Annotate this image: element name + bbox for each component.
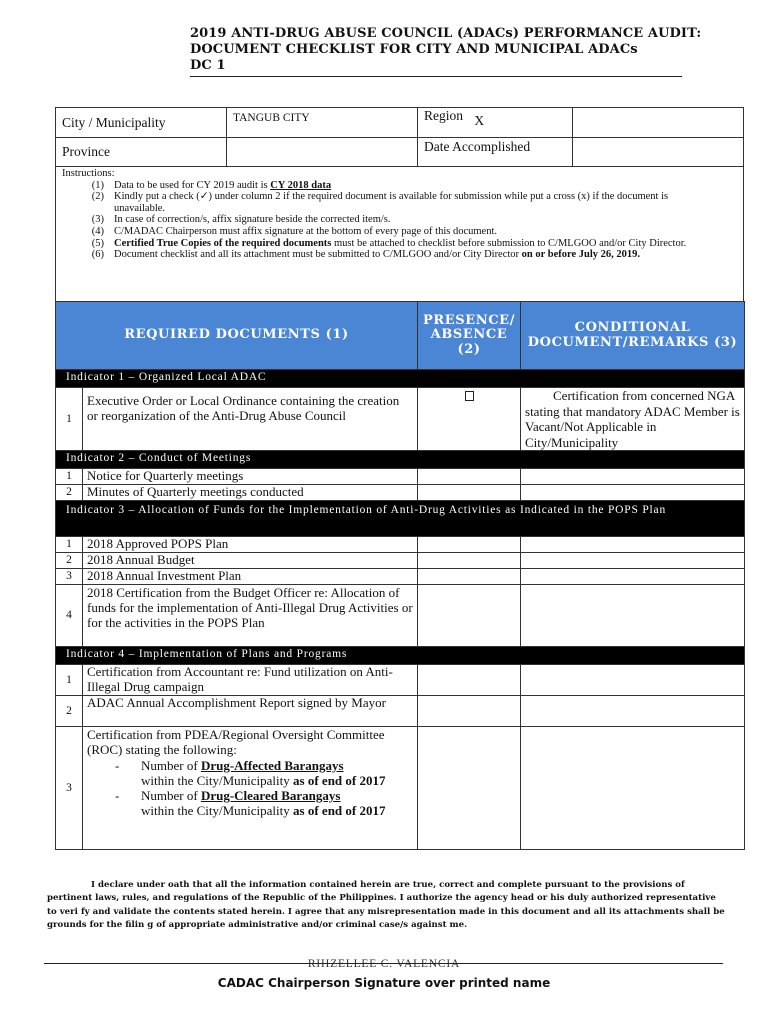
- table-row: 2 2018 Annual Budget: [56, 553, 745, 569]
- presence-cell[interactable]: [418, 696, 521, 727]
- instructions-box: [55, 166, 744, 302]
- indicator-3-title: Indicator 3 – Allocation of Funds for the Implementation of Anti-Drug Activities as Indicated in the POPS Plan: [56, 501, 745, 537]
- presence-cell[interactable]: [418, 485, 521, 501]
- province-value[interactable]: [227, 138, 418, 167]
- indicator-4-title: Indicator 4 – Implementation of Plans and Programs: [56, 647, 745, 665]
- table-row: 3 Certification from PDEA/Regional Oversight Committee (ROC) stating the following: - Number of Drug-Affected Barangays within the City/Municipality as of end of 2017 - Number of Drug-Cleared Barangays within the City/Municipality as of end of 2017: [56, 727, 745, 850]
- presence-checkbox[interactable]: [465, 391, 474, 401]
- remark-cell[interactable]: [521, 696, 745, 727]
- indicator-1-title: Indicator 1 – Organized Local ADAC: [56, 370, 745, 388]
- table-row: 2 ADAC Annual Accomplishment Report signed by Mayor: [56, 696, 745, 727]
- region-value[interactable]: X: [474, 113, 485, 128]
- instruction-item: (2) Kindly put a check (✓) under column 2 if the required document is available for submission while put a cross (x) if the document is unavailable.: [91, 191, 669, 214]
- instruction-item: (6) Document checklist and all its attachment must be submitted to C/MLGOO and/or City Director on or before July 26, 2019.: [91, 249, 640, 261]
- col-header-remarks: CONDITIONAL DOCUMENT/REMARKS (3): [521, 302, 745, 370]
- document-header: [190, 26, 702, 74]
- instructions-title: Instructions:: [62, 168, 115, 179]
- header-form-code: DC 1: [190, 58, 226, 73]
- declaration-text: I declare under oath that all the information contained herein are true, correct and complete pursuant to the provisions of pertinent laws, rules, and regulations of the Republic of the Philippines. I authorize the agency head or his duly authorized representative to veri fy and validate the contents stated herein. I agree that any misrepresentation made in this document and all its attachments shall be grounds for the filin g of appropriate administrative and/or criminal case/s against me.: [47, 880, 725, 930]
- instruction-item: (4) C/MADAC Chairperson must affix signature at the bottom of every page of this document.: [91, 225, 497, 237]
- checklist-table-wrap: [55, 301, 744, 850]
- instruction-item: (3) In case of correction/s, affix signature beside the corrected item/s.: [91, 214, 391, 226]
- table-row: 2 Minutes of Quarterly meetings conducted: [56, 485, 745, 501]
- presence-cell[interactable]: [418, 553, 521, 569]
- instruction-item: (1) Data to be used for CY 2019 audit is CY 2018 data: [91, 179, 332, 191]
- presence-cell[interactable]: [418, 665, 521, 696]
- header-title-line1: 2019 ANTI-DRUG ABUSE COUNCIL (ADACs) PERFORMANCE AUDIT:: [190, 26, 702, 41]
- instruction-item: (5) Certified True Copies of the required documents must be attached to checklist before submission to C/MLGOO and/or City Director.: [91, 237, 687, 249]
- col-header-presence: PRESENCE/ ABSENCE (2): [418, 302, 521, 370]
- table-row: 1 2018 Approved POPS Plan: [56, 537, 745, 553]
- remark-cell: Certification from concerned NGA stating that mandatory ADAC Member is Vacant/Not Applicable in City/Municipality: [521, 388, 745, 451]
- remark-cell[interactable]: [521, 485, 745, 501]
- remark-cell[interactable]: [521, 537, 745, 553]
- city-label: City / Municipality: [56, 108, 227, 138]
- presence-cell[interactable]: [418, 569, 521, 585]
- remark-cell[interactable]: [521, 553, 745, 569]
- date-label: Date Accomplished: [418, 138, 573, 167]
- remark-cell[interactable]: [521, 585, 745, 647]
- table-row: 1 Certification from Accountant re: Fund utilization on Anti-Illegal Drug campaign: [56, 665, 745, 696]
- signature-line: [44, 963, 723, 964]
- region-label: Region: [424, 108, 463, 123]
- remark-cell[interactable]: [521, 727, 745, 850]
- table-row: 3 2018 Annual Investment Plan: [56, 569, 745, 585]
- remark-cell[interactable]: [521, 469, 745, 485]
- remark-cell[interactable]: [521, 665, 745, 696]
- checklist-table: [55, 301, 745, 850]
- region-extra-cell: [573, 108, 744, 138]
- date-value[interactable]: [573, 138, 744, 167]
- lgu-info-table: [55, 107, 744, 167]
- presence-cell[interactable]: [418, 727, 521, 850]
- presence-cell[interactable]: [418, 585, 521, 647]
- city-value[interactable]: TANGUB CITY: [227, 108, 418, 138]
- header-underline: [190, 76, 682, 77]
- signature-caption: CADAC Chairperson Signature over printed name: [217, 976, 551, 990]
- presence-cell[interactable]: [418, 469, 521, 485]
- table-row: 1 Executive Order or Local Ordinance containing the creation or reorganization of the Anti-Drug Abuse Council Certification from concerned NGA stating that mandatory ADAC Member is Vacant/Not Applicable in City/Municipality: [56, 388, 745, 451]
- remark-cell[interactable]: [521, 569, 745, 585]
- table-row: 4 2018 Certification from the Budget Officer re: Allocation of funds for the implementation of Anti-Illegal Drug Activities or for the activities in the POPS Plan: [56, 585, 745, 647]
- header-title-line2: DOCUMENT CHECKLIST FOR CITY AND MUNICIPAL ADACs: [190, 42, 638, 57]
- province-label: Province: [56, 138, 227, 167]
- table-row: 1 Notice for Quarterly meetings: [56, 469, 745, 485]
- col-header-required-documents: REQUIRED DOCUMENTS (1): [56, 302, 418, 370]
- presence-cell[interactable]: [418, 537, 521, 553]
- signatory-name: RHIZELLEE C. VALENCIA: [307, 958, 461, 970]
- indicator-2-title: Indicator 2 – Conduct of Meetings: [56, 451, 745, 469]
